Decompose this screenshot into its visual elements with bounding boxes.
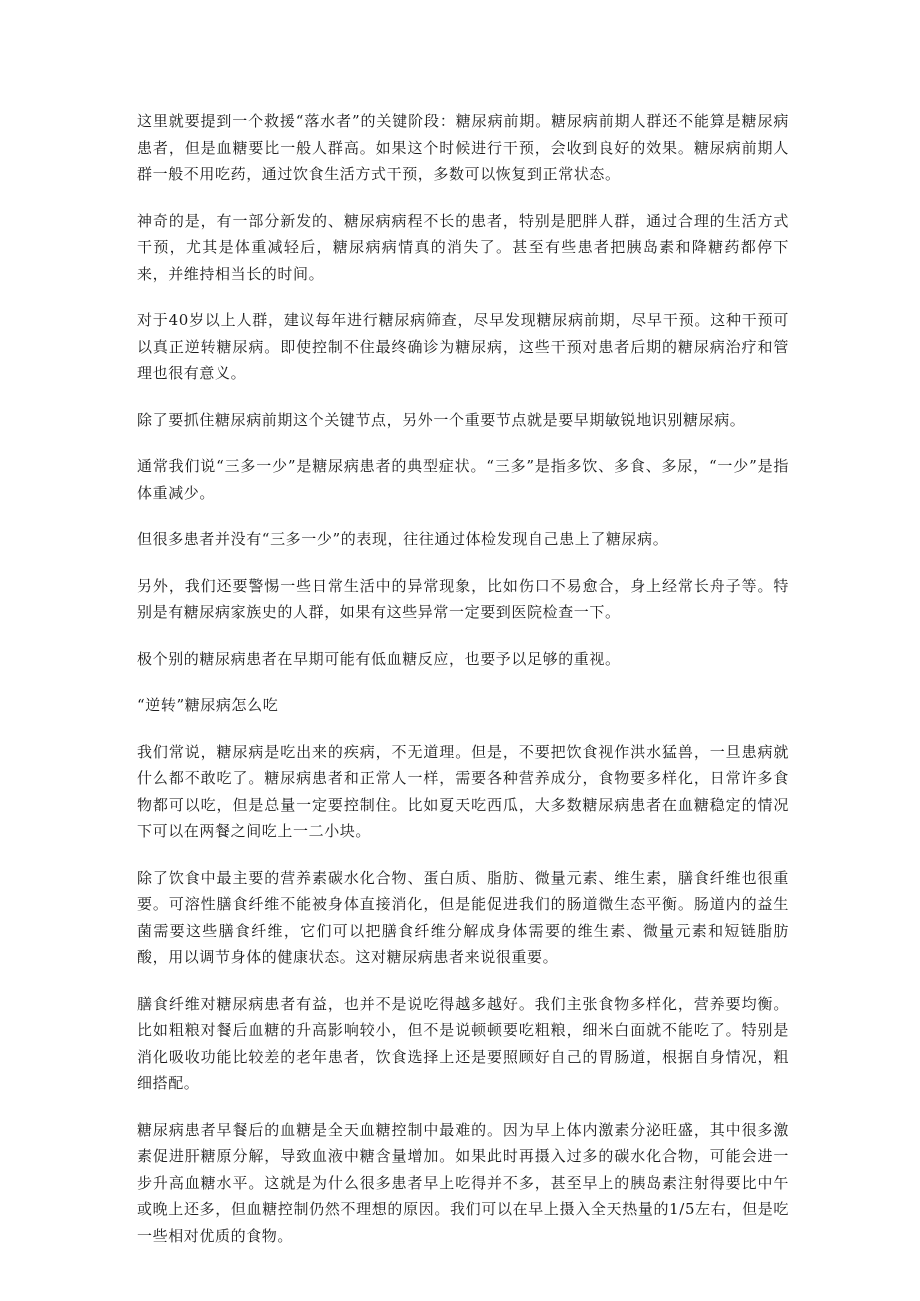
paragraph-dietary-fiber: 除了饮食中最主要的营养素碳水化合物、蛋白质、脂肪、微量元素、维生素，膳食纤维也很重要。可溶性膳食纤维不能被身体直接消化，但是能促进我们的肠道微生态平衡。肠道内的益生菌需要这些膳食纤维，它们可以把膳食纤维分解成身体需要的维生素、微量元素和短链脂肪酸，用以调节身体的健康状态。这对糖尿病患者来说很重要。: [137, 868, 789, 966]
paragraph-warning-signs: 另外，我们还要警惕一些日常生活中的异常现象，比如伤口不易愈合，身上经常长舟子等。特别是有糖尿病家族史的人群，如果有这些异常一定要到医院检查一下。: [137, 576, 789, 621]
paragraph-screening: 对于40岁以上人群，建议每年进行糖尿病筛查，尽早发现糖尿病前期，尽早干预。这种干预可以真正逆转糖尿病。即使控制不住最终确诊为糖尿病，这些干预对患者后期的糖尿病治疗和管理也很有意义。: [137, 311, 789, 382]
paragraph-breakfast-glucose: 糖尿病患者早餐后的血糖是全天血糖控制中最难的。因为早上体内激素分泌旺盛，其中很多激素促进肝糖原分解，导致血液中糖含量增加。如果此时再摄入过多的碳水化合物，可能会进一步升高血糖水平。这就是为什么很多患者早上吃得并不多，甚至早上的胰岛素注射得要比中午或晚上还多，但血糖控制仍然不理想的原因。我们可以在早上摄入全天热量的1/5左右，但是吃一些相对优质的食物。: [137, 1120, 789, 1245]
document-body: [137, 108, 789, 1269]
paragraph-prediabetes-stage: 这里就要提到一个救援“落水者”的关键阶段：糖尿病前期。糖尿病前期人群还不能算是糖尿病患者，但是血糖要比一般人群高。如果这个时候进行干预，会收到良好的效果。糖尿病前期人群一般不用吃药，通过饮食生活方式干预，多数可以恢复到正常状态。: [137, 112, 789, 183]
paragraph-hypoglycemia: 极个别的糖尿病患者在早期可能有低血糖反应，也要予以足够的重视。: [137, 649, 621, 668]
paragraph-early-identification: 除了要抓住糖尿病前期这个关键节点，另外一个重要节点就是要早期敏锐地识别糖尿病。: [137, 410, 746, 429]
paragraph-fiber-balance: 膳食纤维对糖尿病患者有益，也并不是说吃得越多越好。我们主张食物多样化，营养要均衡。比如粗粮对餐后血糖的升高影响较小，但不是说顿顿要吃粗粮，细米白面就不能吃了。特别是消化吸收功能比较差的老年患者，饮食选择上还是要照顾好自己的胃肠道，根据自身情况，粗细搭配。: [137, 994, 789, 1092]
paragraph-diet-variety: 我们常说，糖尿病是吃出来的疾病，不无道理。但是，不要把饮食视作洪水猛兽，一旦患病就什么都不敢吃了。糖尿病患者和正常人一样，需要各种营养成分，食物要多样化，日常许多食物都可以吃，但是总量一定要控制住。比如夏天吃西瓜，大多数糖尿病患者在血糖稳定的情况下可以在两餐之间吃上一二小块。: [137, 742, 789, 840]
paragraph-typical-symptoms: 通常我们说“三多一少”是糖尿病患者的典型症状。“三多”是指多饮、多食、多尿，“一少”是指体重减少。: [137, 457, 789, 502]
paragraph-remission: 神奇的是，有一部分新发的、糖尿病病程不长的患者，特别是肥胖人群，通过合理的生活方式干预，尤其是体重减轻后，糖尿病病情真的消失了。甚至有些患者把胰岛素和降糖药都停下来，并维持相当长的时间。: [137, 211, 789, 283]
paragraph-checkup-discovery: 但很多患者并没有“三多一少”的表现，往往通过体检发现自己患上了糖尿病。: [137, 530, 669, 548]
section-heading-diet: “逆转”糖尿病怎么吃: [137, 696, 279, 714]
